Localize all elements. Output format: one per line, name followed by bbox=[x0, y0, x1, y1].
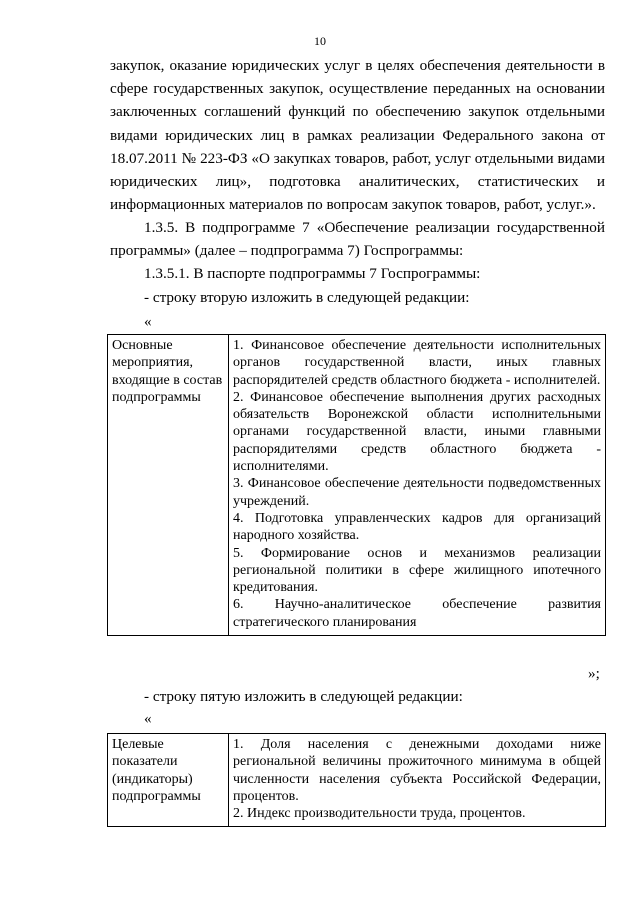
table-target-indicators bbox=[107, 733, 606, 827]
paragraph-continuation bbox=[110, 54, 605, 216]
table-label-cell: Основные мероприятия, входящие в состав подпрограммы bbox=[108, 335, 229, 636]
table-main-activities bbox=[107, 334, 606, 636]
instruction-row-five: - строку пятую изложить в следующей редакции: bbox=[144, 688, 463, 705]
list-item: 1. Финансовое обеспечение деятельности исполнительных органов государственной власти, иных главных распорядителей средств областного бюджета - исполнителей. bbox=[233, 338, 601, 388]
table-content-cell bbox=[229, 734, 606, 827]
table-label-cell: Целевые показатели (индикаторы) подпрограммы bbox=[108, 734, 229, 827]
paragraph-procurement: закупок, оказание юридических услуг в целях обеспечения деятельности в сфере государственных закупок, осуществление переданных на основании заключенных соглашений функций по обеспечению закупок отдельными видами юридических лиц в рамках реализации Федерального закона от 18.07.2011 № 223-ФЗ «О закупках товаров, работ, услуг отдельными видами юридических лиц», подготовка аналитических, статистических и информационных материалов по вопросам закупок товаров, работ, услуг.». bbox=[110, 57, 605, 214]
closing-quote-1: »; bbox=[588, 665, 600, 682]
paragraph-subprogram-7-text: 1.3.5. В подпрограмме 7 «Обеспечение реализации государственной программы» (далее – подпрограмма 7) Госпрограммы: bbox=[110, 219, 605, 260]
list-item: 6. Научно-аналитическое обеспечение развития стратегического планирования bbox=[233, 597, 601, 630]
list-item: 5. Формирование основ и механизмов реализации региональной политики в сфере жилищного ипотечного кредитования. bbox=[233, 545, 601, 596]
table-row bbox=[108, 335, 606, 636]
list-item: 2. Финансовое обеспечение выполнения других расходных обязательств Воронежской области исполнительными органами государственной власти, иными главными распорядителями средств областного бюджета - исполнителями. bbox=[233, 389, 601, 475]
list-item: 4. Подготовка управленческих кадров для организаций народного хозяйства. bbox=[233, 510, 601, 544]
list-item: 2. Индекс производительности труда, процентов. bbox=[233, 806, 526, 822]
list-item: 1. Доля населения с денежными доходами ниже региональной величины прожиточного минимума в общей численности населения субъекта Российской Федерации, процентов. bbox=[233, 737, 601, 804]
opening-quote-1: « bbox=[144, 313, 152, 330]
clause-passport: 1.3.5.1. В паспорте подпрограммы 7 Госпрограммы: bbox=[144, 265, 481, 282]
list-item: 3. Финансовое обеспечение деятельности подведомственных учреждений. bbox=[233, 476, 601, 509]
page-number: 10 bbox=[314, 34, 326, 48]
table-content-cell bbox=[229, 335, 606, 636]
instruction-row-two: - строку вторую изложить в следующей редакции: bbox=[144, 289, 470, 306]
paragraph-subprogram-7 bbox=[110, 216, 605, 262]
table-row bbox=[108, 734, 606, 827]
opening-quote-2: « bbox=[144, 710, 152, 727]
